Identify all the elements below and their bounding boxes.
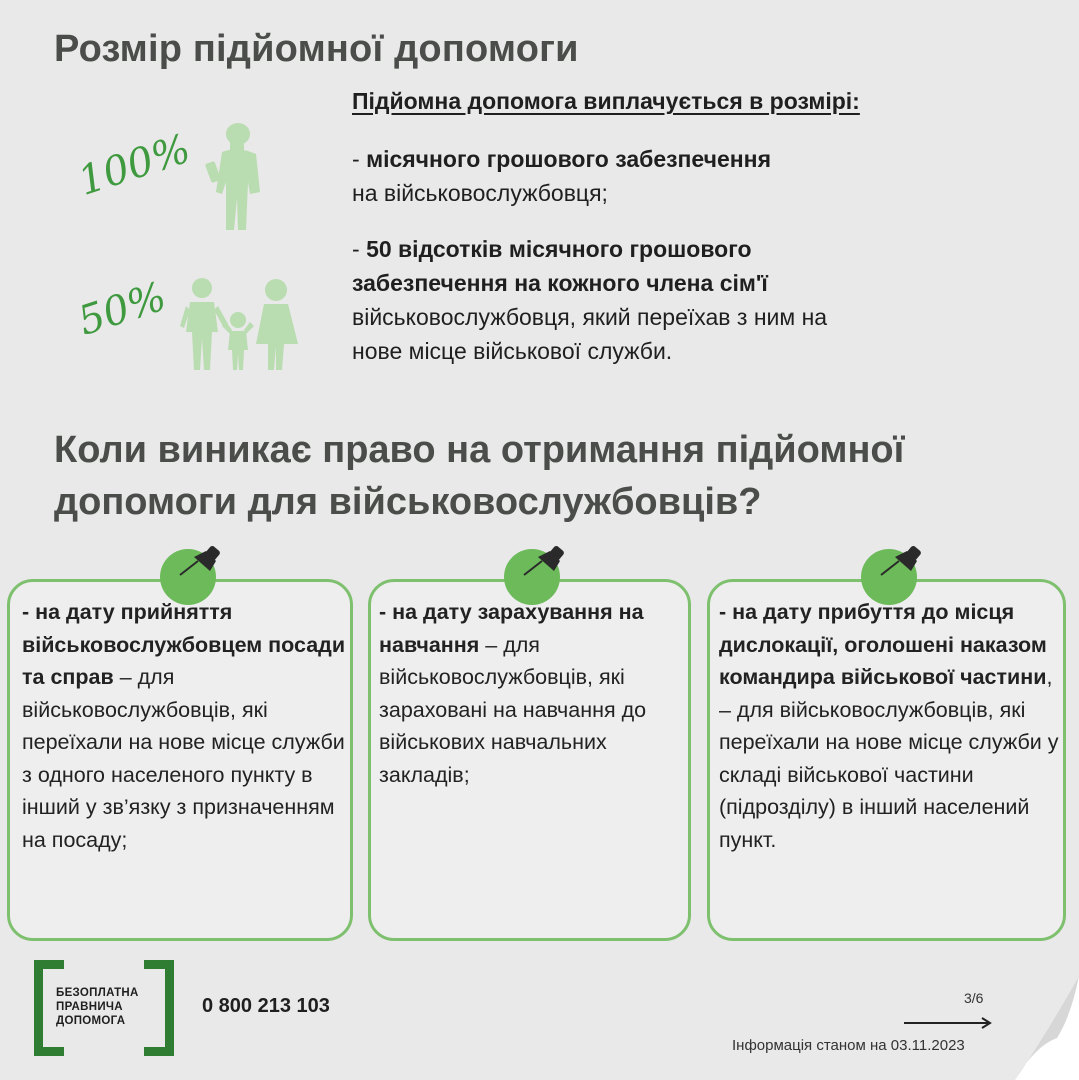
- logo-line: БЕЗОПЛАТНА: [56, 987, 139, 999]
- amount-item-half: [352, 232, 852, 368]
- item-rest: на військовослужбовця;: [352, 180, 608, 206]
- card-rest: , – для військовослужбовців, які переїхали на нове місце служби у складі військової частини (підрозділу) в інший населений пункт.: [719, 665, 1059, 852]
- card-text: [379, 596, 679, 791]
- item-prefix: -: [352, 236, 367, 262]
- item-prefix: -: [352, 146, 367, 172]
- card-bold: - на дату зарахування на навчання: [379, 600, 644, 657]
- logo-line: ДОПОМОГА: [56, 1015, 126, 1027]
- soldier-icon: [200, 122, 270, 234]
- page-curl: [1005, 976, 1079, 1080]
- card-rest: – для військовослужбовців, які переїхали на нове місце служби з одного населеного пункту в інший у зв’язку з призначенням на посаду;: [22, 665, 345, 852]
- pin-icon: [176, 545, 228, 581]
- pin-icon: [877, 545, 929, 581]
- item-bold: місячного грошового забезпечення: [366, 146, 771, 172]
- card-text: [719, 596, 1059, 856]
- section-question: Коли виникає право на отримання підйомної допомоги для військовослужбовців?: [54, 429, 905, 523]
- logo-text: [56, 986, 139, 1028]
- next-arrow-icon[interactable]: [902, 1016, 994, 1030]
- lead-text: Підйомна допомога виплачується в розмірі:: [352, 88, 860, 114]
- family-icon: [178, 276, 302, 372]
- percent-50-label: 50%: [72, 273, 172, 345]
- page-indicator: 3/6: [964, 990, 984, 1006]
- pin-icon: [520, 545, 572, 581]
- item-rest: військовослужбовця, який переїхав з ним на нове місце військової служби.: [352, 304, 828, 364]
- card-rest: – для військовослужбовців, які зараховані на навчання до військових навчальних закладів;: [379, 632, 647, 787]
- item-bold: 50 відсотків місячного грошового забезпечення на кожного члена сім'ї: [352, 236, 768, 296]
- logo-line: ПРАВНИЧА: [56, 1001, 123, 1013]
- percent-100-label: 100%: [72, 125, 196, 205]
- card-text: [22, 596, 352, 856]
- card-bold: - на дату прибуття до місця дислокації, оголошені наказом командира військової частини: [719, 600, 1047, 689]
- info-date: Інформація станом на 03.11.2023: [732, 1037, 965, 1054]
- hotline-phone[interactable]: 0 800 213 103: [202, 995, 330, 1017]
- card-bold: - на дату прийняття військовослужбовцем посади та справ: [22, 600, 346, 689]
- amount-item-full: [352, 142, 872, 210]
- page-title: Розмір підйомної допомоги: [54, 28, 579, 70]
